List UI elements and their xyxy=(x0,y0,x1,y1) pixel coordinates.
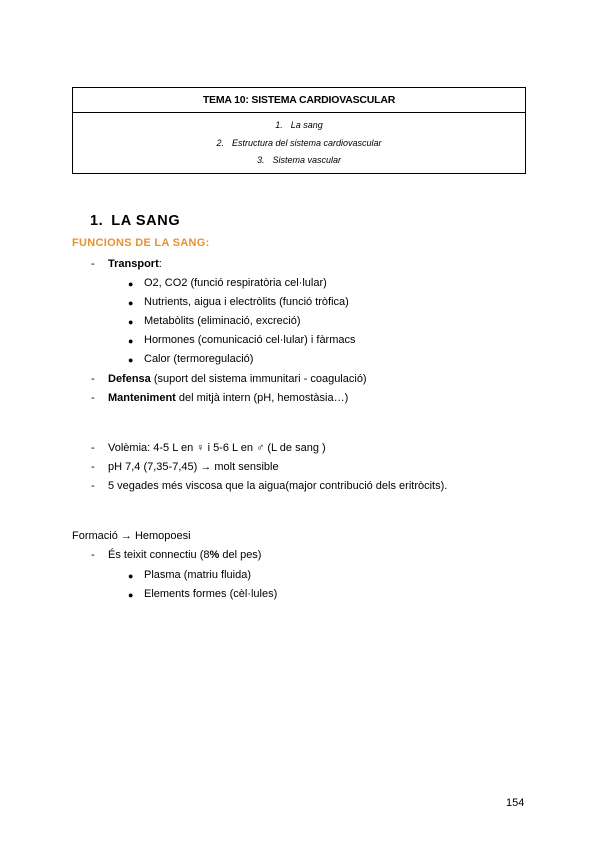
sub-list-item: O2, CO2 (funció respiratòria cel·lular) xyxy=(144,277,327,289)
bullet-marker: ● xyxy=(128,317,134,327)
topic-item: 1. La sang xyxy=(275,120,323,130)
dash-marker: - xyxy=(91,549,95,561)
topic-box xyxy=(72,87,526,174)
sub-list-item: Hormones (comunicació cel·lular) i fàrmacs xyxy=(144,334,356,346)
formacio-line: Formació → Hemopoesi xyxy=(72,530,191,542)
dash-marker: - xyxy=(91,392,95,404)
fact-item: Volèmia: 4-5 L en ♀ i 5-6 L en ♂ (L de sang ) xyxy=(108,442,326,454)
subsection-heading: FUNCIONS DE LA SANG: xyxy=(72,237,210,249)
fact-item: 5 vegades més viscosa que la aigua(major contribució dels eritròcits). xyxy=(108,480,448,492)
dash-marker: - xyxy=(91,461,95,473)
sub-list-item: Elements formes (cèl·lules) xyxy=(144,588,278,600)
sub-list-item: Nutrients, aigua i electròlits (funció tròfica) xyxy=(144,296,349,308)
sub-list-item: Metabòlits (eliminació, excreció) xyxy=(144,315,301,327)
dash-marker: - xyxy=(91,258,95,270)
dash-marker: - xyxy=(91,373,95,385)
bullet-marker: ● xyxy=(128,336,134,346)
list-item-defensa: Defensa (suport del sistema immunitari - coagulació) xyxy=(108,373,367,385)
topic-title: TEMA 10: SISTEMA CARDIOVASCULAR xyxy=(73,88,525,113)
list-item-manteniment: Manteniment del mitjà intern (pH, hemostàsia…) xyxy=(108,392,349,404)
section-heading: 1. LA SANG xyxy=(90,213,181,229)
dash-marker: - xyxy=(91,480,95,492)
bullet-marker: ● xyxy=(128,298,134,308)
topic-list xyxy=(73,113,525,170)
fact-item: pH 7,4 (7,35-7,45) → molt sensible xyxy=(108,461,279,473)
list-item-transport: Transport: xyxy=(108,258,162,270)
bullet-marker: ● xyxy=(128,355,134,365)
dash-marker: - xyxy=(91,442,95,454)
sub-list-item: Plasma (matriu fluida) xyxy=(144,569,251,581)
topic-item: 3. Sistema vascular xyxy=(256,155,342,165)
sub-list-item: Calor (termoregulació) xyxy=(144,353,254,365)
list-item-teixit: És teixit connectiu (8% del pes) xyxy=(108,549,262,561)
topic-item: 2. Estructura del sistema cardiovascular xyxy=(216,137,382,148)
bullet-marker: ● xyxy=(128,571,134,581)
bullet-marker: ● xyxy=(128,590,134,600)
page-number: 154 xyxy=(506,797,525,809)
bullet-marker: ● xyxy=(128,279,134,289)
